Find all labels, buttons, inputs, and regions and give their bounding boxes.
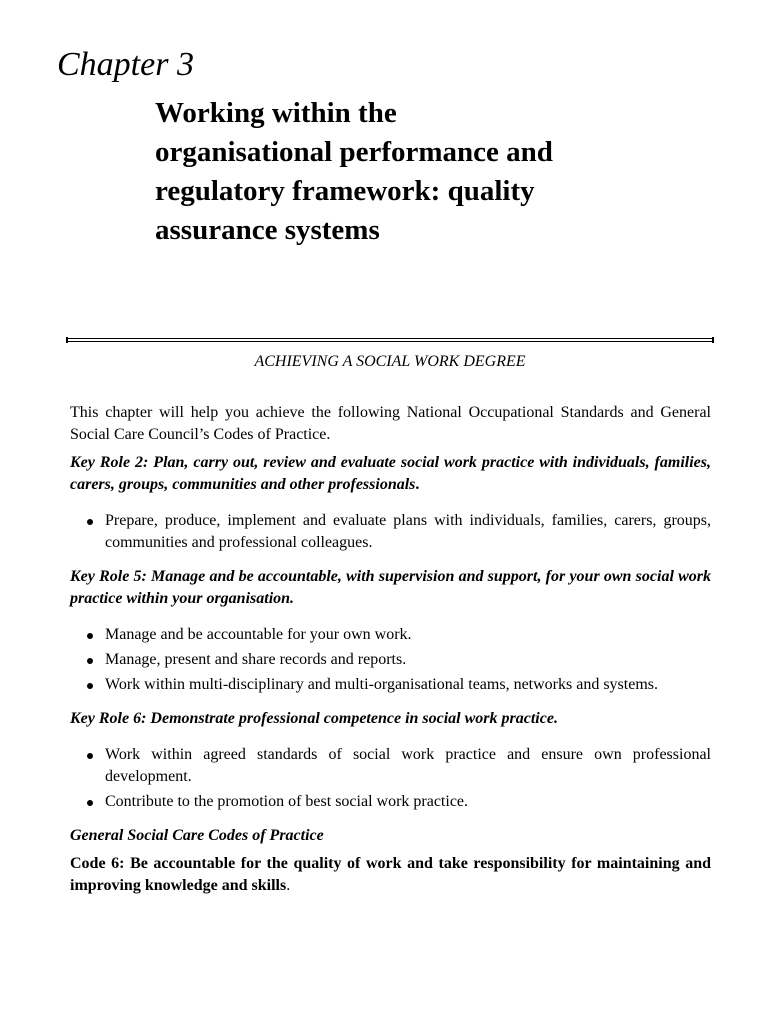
- list-item-text: Manage and be accountable for your own work.: [105, 626, 412, 643]
- standards-box: [70, 402, 711, 897]
- bullet-icon: [87, 800, 93, 806]
- intro-paragraph: This chapter will help you achieve the following National Occupational Standards and General Social Care Council’s Codes of Practice.: [70, 404, 711, 443]
- key-role-5-heading: [70, 566, 711, 610]
- list-item-text: Contribute to the promotion of best social work practice.: [105, 793, 469, 810]
- list-item-text: Prepare, produce, implement and evaluate plans with individuals, families, carers, groups, communities and professional colleagues.: [105, 512, 711, 551]
- key-role-2-end: .: [415, 476, 420, 493]
- bullet-icon: [87, 658, 93, 664]
- code-6-end: .: [286, 877, 291, 894]
- chapter-title: Working within the organisational performance and regulatory framework: quality assurance systems: [155, 97, 553, 246]
- key-role-6-end: .: [553, 710, 558, 727]
- key-role-6-heading: [70, 708, 711, 730]
- list-item-text: Work within multi-disciplinary and multi-organisational teams, networks and systems.: [105, 676, 658, 693]
- list-item: [70, 744, 711, 788]
- key-role-2-heading: [70, 452, 711, 496]
- divider-rule: [66, 338, 714, 342]
- key-role-2-list: [70, 510, 711, 554]
- bullet-icon: [87, 753, 93, 759]
- chapter-label: Chapter 3: [57, 46, 194, 83]
- list-item: [70, 791, 711, 813]
- bullet-icon: [87, 633, 93, 639]
- key-role-6-list: [70, 744, 711, 813]
- list-item: [70, 510, 711, 554]
- key-role-5-list: [70, 624, 711, 696]
- list-item: [70, 624, 711, 646]
- bullet-icon: [87, 683, 93, 689]
- key-role-5-text: Key Role 5: Manage and be accountable, with supervision and support, for your own social work practice within your organisation: [70, 568, 711, 607]
- key-role-6-text: Key Role 6: Demonstrate professional competence in social work practice: [70, 710, 554, 727]
- list-item: [70, 649, 711, 671]
- code-6: [70, 853, 711, 897]
- key-role-2-text: Key Role 2: Plan, carry out, review and evaluate social work practice with individuals, families, carers, groups, communities and other professionals: [70, 454, 711, 493]
- key-role-5-end: .: [290, 590, 295, 607]
- code-6-text: Code 6: Be accountable for the quality of work and take responsibility for maintaining and improving knowledge and skills: [70, 855, 711, 894]
- codes-heading: General Social Care Codes of Practice: [70, 827, 324, 844]
- bullet-icon: [87, 519, 93, 525]
- list-item: [70, 674, 711, 696]
- list-item-text: Manage, present and share records and reports.: [105, 651, 407, 668]
- box-heading: ACHIEVING A SOCIAL WORK DEGREE: [254, 353, 526, 370]
- list-item-text: Work within agreed standards of social work practice and ensure own professional development.: [105, 746, 711, 785]
